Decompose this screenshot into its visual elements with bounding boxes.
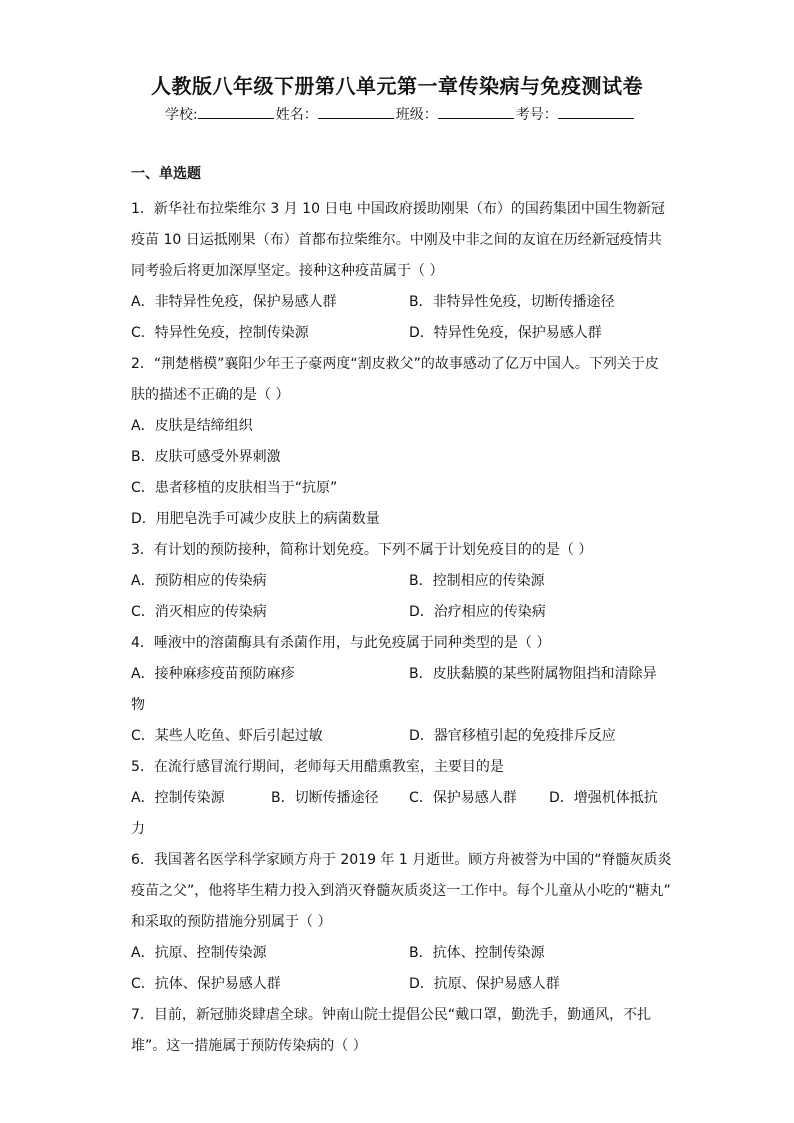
question-text: 疫苗 10 日运抵刚果（布）首都布拉柴维尔。中刚及中非之间的友谊在历经新冠疫情共: [131, 232, 662, 248]
question-text: 3．有计划的预防接种，简称计划免疫。下列不属于计划免疫目的的是（ ）: [131, 542, 593, 558]
option-d[interactable]: D．抗原、保护易感人群: [409, 976, 560, 992]
option-b[interactable]: B．皮肤可感受外界刺激: [131, 449, 281, 465]
student-info-line: [165, 104, 636, 124]
option-d[interactable]: D．特异性免疫，保护易感人群: [409, 325, 602, 341]
exam-no-blank[interactable]: [558, 104, 634, 119]
question-5: [131, 752, 671, 845]
question-list: [131, 164, 671, 1062]
question-3: [131, 535, 671, 628]
option-a[interactable]: A．抗原、控制传染源: [131, 945, 267, 961]
question-text: 6．我国著名医学科学家顾方舟于 2019 年 1 月逝世。顾方舟被誉为中国的“脊髓灰质炎: [131, 852, 671, 868]
question-text: 堆”。这一措施属于预防传染病的（ ）: [131, 1038, 367, 1054]
question-text: 7．目前，新冠肺炎肆虐全球。钟南山院士提倡公民“戴口罩，勤洗手，勤通风，不扎: [131, 1007, 652, 1023]
question-text: 和采取的预防措施分别属于（ ）: [131, 914, 332, 930]
option-row: [131, 938, 671, 969]
exam-no-label: 考号：: [515, 107, 558, 123]
option-d[interactable]: D．治疗相应的传染病: [409, 604, 546, 620]
question-2: [131, 349, 671, 535]
question-text: 5．在流行感冒流行期间，老师每天用醋熏教室，主要目的是: [131, 759, 504, 775]
class-label: 班级：: [395, 107, 438, 123]
option-row: [131, 659, 671, 690]
option-b[interactable]: B．切断传播途径: [271, 790, 379, 806]
question-text: 2．“荆楚楷模”襄阳少年王子豪两度“割皮救父”的故事感动了亿万中国人。下列关于皮: [131, 356, 659, 372]
question-4: [131, 628, 671, 752]
option-row: [131, 287, 671, 318]
option-row: [131, 597, 671, 628]
option-row: [131, 969, 671, 1000]
option-a[interactable]: A．控制传染源: [131, 790, 225, 806]
option-row: [131, 721, 671, 752]
question-text: 疫苗之父”，他将毕生精力投入到消灭脊髓灰质炎这一工作中。每个儿童从小吃的“糖丸”: [131, 883, 671, 899]
question-text: 同考验后将更加深厚坚定。接种这种疫苗属于（ ）: [131, 263, 444, 279]
question-text: 4．唾液中的溶菌酶具有杀菌作用，与此免疫属于同种类型的是（ ）: [131, 635, 551, 651]
option-c[interactable]: C．患者移植的皮肤相当于“抗原”: [131, 480, 338, 496]
option-a[interactable]: A．非特异性免疫，保护易感人群: [131, 294, 337, 310]
question-text: 肤的描述不正确的是（ ）: [131, 387, 290, 403]
name-blank[interactable]: [318, 104, 394, 119]
option-c[interactable]: C．某些人吃鱼、虾后引起过敏: [131, 728, 323, 744]
option-c[interactable]: C．抗体、保护易感人群: [131, 976, 281, 992]
option-b[interactable]: B．皮肤黏膜的某些附属物阻挡和清除异: [409, 666, 657, 682]
option-d[interactable]: D．增强机体抵抗: [549, 790, 658, 806]
option-c[interactable]: C．消灭相应的传染病: [131, 604, 267, 620]
option-d-continued: 力: [131, 821, 145, 837]
option-c[interactable]: C．保护易感人群: [409, 790, 517, 806]
option-b[interactable]: B．控制相应的传染源: [409, 573, 545, 589]
option-b-continued: 物: [131, 697, 145, 713]
name-label: 姓名：: [275, 107, 318, 123]
option-a[interactable]: A．接种麻疹疫苗预防麻疹: [131, 666, 295, 682]
option-d[interactable]: D．器官移植引起的免疫排斥反应: [409, 728, 616, 744]
option-row: [131, 566, 671, 597]
option-b[interactable]: B．非特异性免疫，切断传播途径: [409, 294, 615, 310]
option-a[interactable]: A．预防相应的传染病: [131, 573, 267, 589]
question-6: [131, 845, 671, 1000]
option-d[interactable]: D．用肥皂洗手可减少皮肤上的病菌数量: [131, 511, 380, 527]
class-blank[interactable]: [438, 104, 514, 119]
school-blank[interactable]: [198, 104, 274, 119]
option-a[interactable]: A．皮肤是结缔组织: [131, 418, 253, 434]
section-heading: 一、单选题: [131, 166, 201, 182]
question-text: 1．新华社布拉柴维尔 3 月 10 日电 中国政府援助刚果（布）的国药集团中国生物新冠: [131, 201, 665, 217]
option-row: [131, 783, 671, 814]
option-c[interactable]: C．特异性免疫，控制传染源: [131, 325, 309, 341]
question-7: [131, 1000, 671, 1062]
exam-title: 人教版八年级下册第八单元第一章传染病与免疫测试卷: [151, 74, 643, 98]
question-1: [131, 194, 671, 349]
option-b[interactable]: B．抗体、控制传染源: [409, 945, 545, 961]
option-row: [131, 318, 671, 349]
school-label: 学校:: [165, 107, 198, 123]
